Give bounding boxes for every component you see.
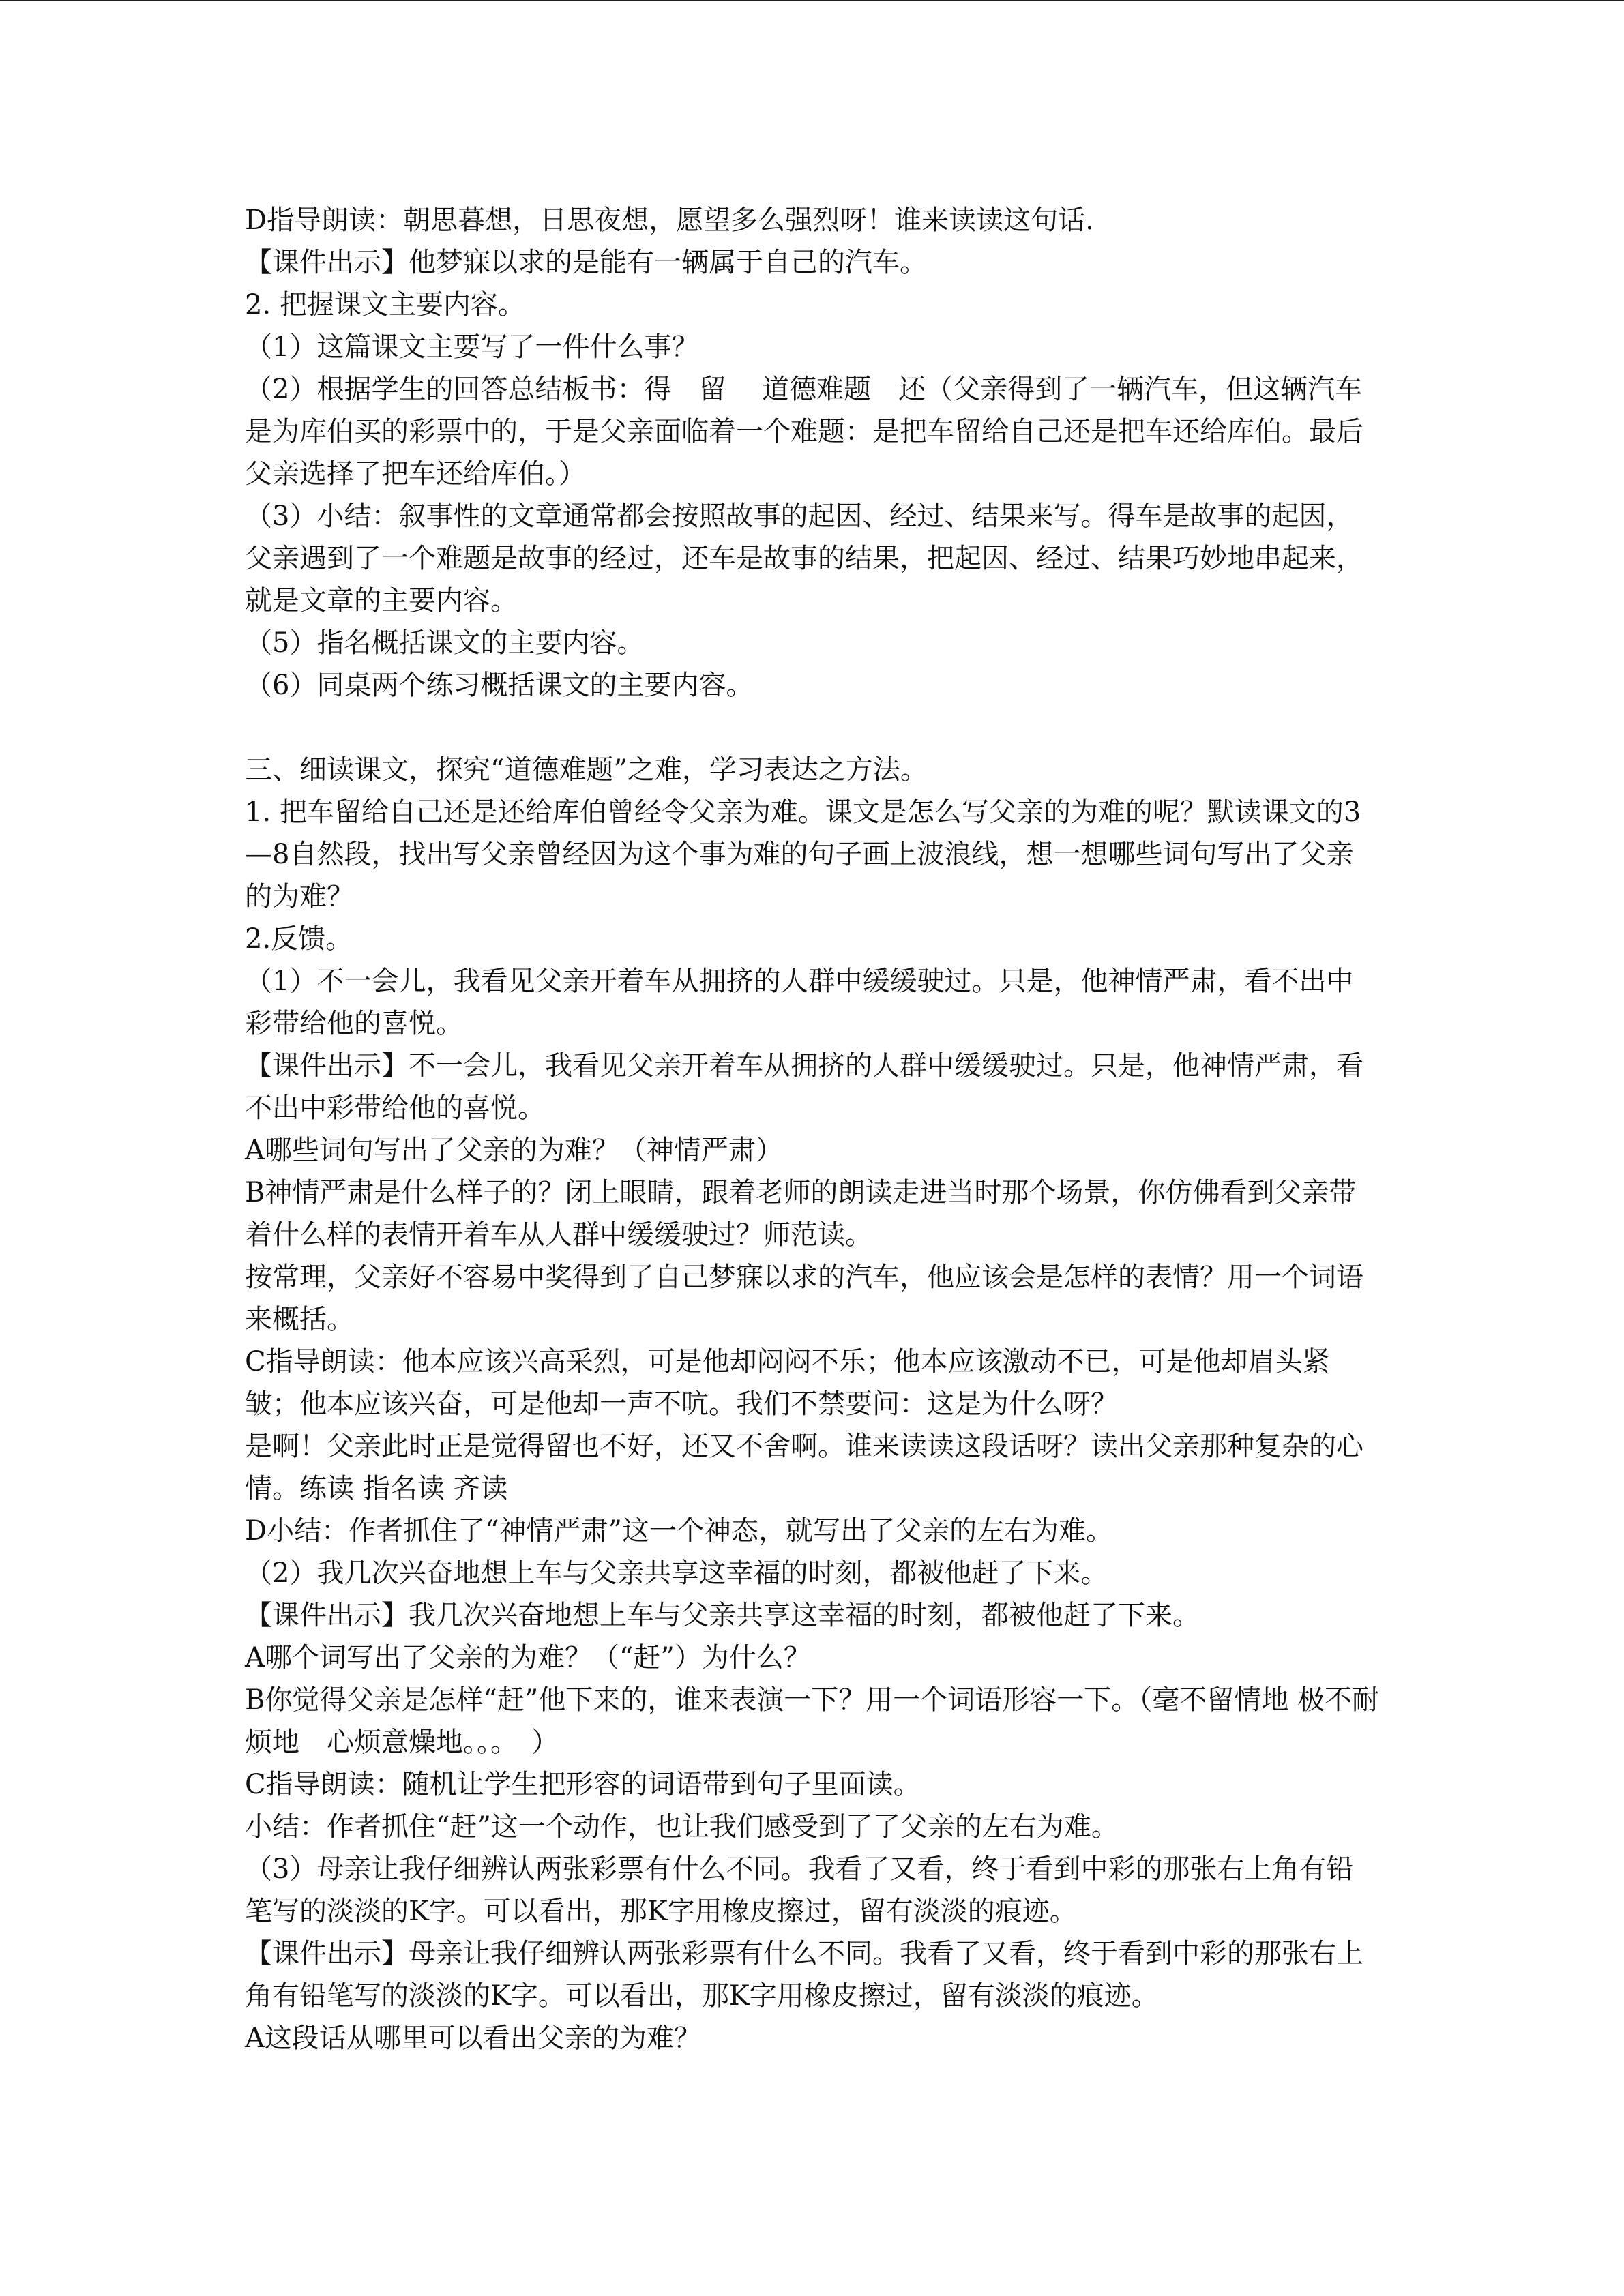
- paragraph: （3）小结：叙事性的文章通常都会按照故事的起因、经过、结果来写。得车是故事的起因，父亲遇到了一个难题是故事的经过，还车是故事的结果，把起因、经过、结果巧妙地串起来，就是文章的主要内容。: [245, 501, 1363, 616]
- paragraph: 按常理，父亲好不容易中奖得到了自己梦寐以求的汽车，他应该会是怎样的表情？用一个词语来概括。: [245, 1262, 1363, 1335]
- paragraph: （5）指名概括课文的主要内容。: [245, 627, 645, 659]
- paragraph: 【课件出示】不一会儿，我看见父亲开着车从拥挤的人群中缓缓驶过。只是，他神情严肃，看不出中彩带给他的喜悦。: [245, 1050, 1363, 1124]
- paragraph: A哪个词写出了父亲的为难？（“赶”）为什么？: [245, 1642, 811, 1673]
- paragraph: 小结：作者抓住“赶”这一个动作，也让我们感受到了了父亲的左右为难。: [245, 1811, 1119, 1843]
- paragraph: C指导朗读：随机让学生把形容的词语带到句子里面读。: [245, 1769, 921, 1800]
- paragraph: 【课件出示】他梦寐以求的是能有一辆属于自己的汽车。: [245, 247, 927, 278]
- paragraph: 【课件出示】母亲让我仔细辨认两张彩票有什么不同。我看了又看，终于看到中彩的那张右上角有铅笔写的淡淡的K字。可以看出，那K字用橡皮擦过，留有淡淡的痕迹。: [245, 1938, 1363, 2012]
- paragraph: A哪些词句写出了父亲的为难？（神情严肃）: [245, 1135, 783, 1166]
- paragraph: A这段话从哪里可以看出父亲的为难？: [245, 2023, 701, 2054]
- section-title: 三、细读课文，探究“道德难题”之难，学习表达之方法。: [245, 754, 928, 786]
- paragraph: 1. 把车留给自己还是还给库伯曾经令父亲为难。课文是怎么写父亲的为难的呢？默读课文的3—8自然段，找出写父亲曾经因为这个事为难的句子画上波浪线，想一想哪些词句写出了父亲的为难？: [245, 796, 1361, 912]
- spacer: [245, 706, 1381, 749]
- paragraph: （6）同桌两个练习概括课文的主要内容。: [245, 670, 754, 701]
- paragraph: C指导朗读：他本应该兴高采烈，可是他却闷闷不乐；他本应该激动不已，可是他却眉头紧皱；他本应该兴奋，可是他却一声不吭。我们不禁要问：这是为什么呀？: [245, 1346, 1330, 1420]
- document-body: [245, 199, 1381, 2059]
- paragraph: （1）不一会儿，我看见父亲开着车从拥挤的人群中缓缓驶过。只是，他神情严肃，看不出中彩带给他的喜悦。: [245, 966, 1354, 1039]
- paragraph: B神情严肃是什么样子的？闭上眼睛，跟着老师的朗读走进当时那个场景，你仿佛看到父亲带着什么样的表情开着车从人群中缓缓驶过？师范读。: [245, 1177, 1357, 1251]
- paragraph: 2. 把握课文主要内容。: [245, 289, 525, 320]
- paragraph: 2.反馈。: [245, 923, 353, 955]
- paragraph: （2）我几次兴奋地想上车与父亲共享这幸福的时刻，都被他赶了下来。: [245, 1557, 1108, 1589]
- paragraph: 【课件出示】我几次兴奋地想上车与父亲共享这幸福的时刻，都被他赶了下来。: [245, 1600, 1200, 1631]
- paragraph: D小结：作者抓住了“神情严肃”这一个神态，就写出了父亲的左右为难。: [245, 1515, 1113, 1547]
- paragraph: （3）母亲让我仔细辨认两张彩票有什么不同。我看了又看，终于看到中彩的那张右上角有铅笔写的淡淡的K字。可以看出，那K字用橡皮擦过，留有淡淡的痕迹。: [245, 1853, 1354, 1927]
- paragraph: 是啊！父亲此时正是觉得留也不好，还又不舍啊。谁来读读这段话呀？读出父亲那种复杂的心情。练读 指名读 齐读: [245, 1431, 1363, 1504]
- paragraph: （2）根据学生的回答总结板书：得 留 道德难题 还（父亲得到了一辆汽车，但这辆汽车是为库伯买的彩票中的，于是父亲面临着一个难题：是把车留给自己还是把车还给库伯。最后父亲选择了把车还给库伯。）: [245, 374, 1363, 490]
- paragraph: B你觉得父亲是怎样“赶”他下来的，谁来表演一下？用一个词语形容一下。（毫不留情地 极不耐烦地 心烦意燥地。。。 ）: [245, 1684, 1380, 1758]
- paragraph: D指导朗读：朝思暮想，日思夜想，愿望多么强烈呀！谁来读读这句话.: [245, 205, 1094, 236]
- paragraph: （1）这篇课文主要写了一件什么事？: [245, 331, 699, 363]
